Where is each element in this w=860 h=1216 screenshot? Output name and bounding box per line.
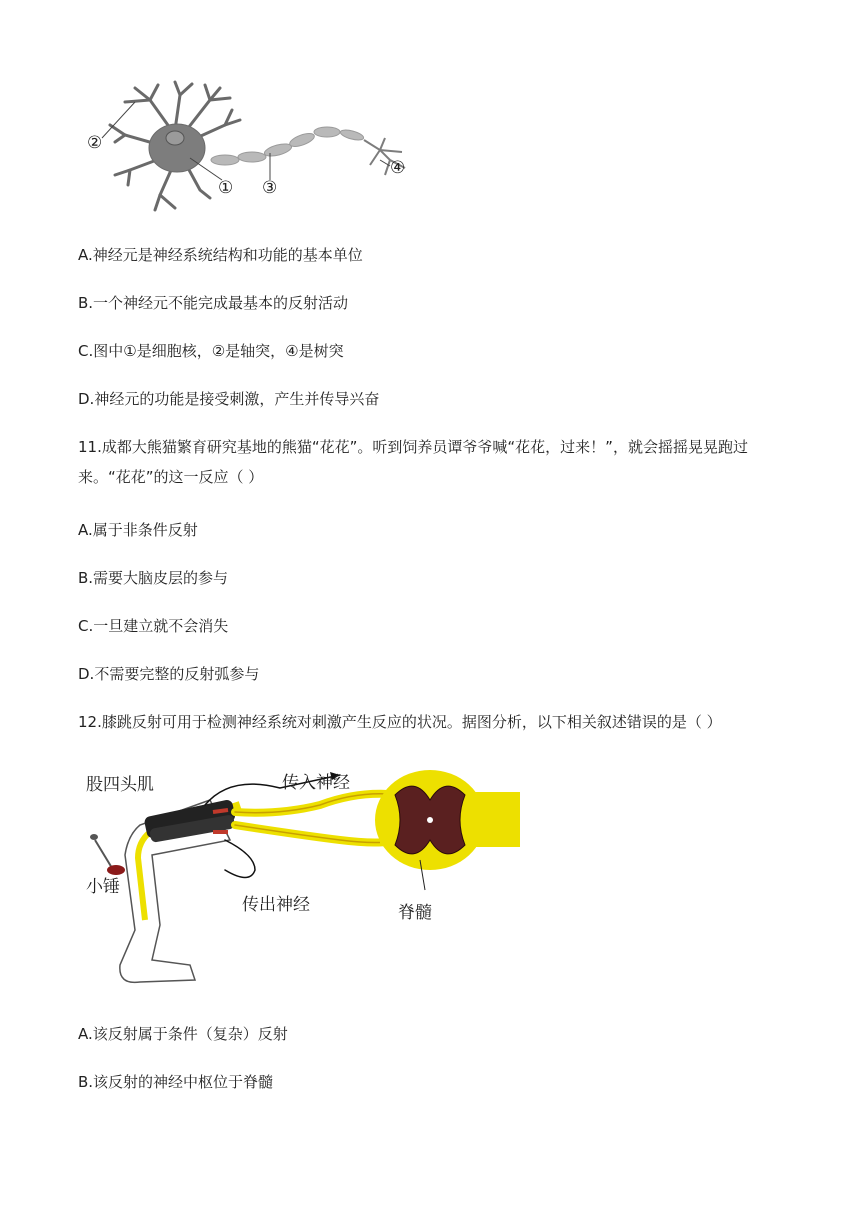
label-spinal	[398, 903, 432, 923]
q12-stem: 12.膝跳反射可用于检测神经系统对刺激产生反应的状况。据图分析，以下相关叙述错误的是（ ）	[78, 713, 722, 731]
neuron-figure	[80, 80, 420, 220]
label-muscle	[86, 775, 154, 795]
svg-text:③: ③	[262, 178, 278, 198]
spinal-cord	[375, 770, 520, 870]
svg-text:小锤: 小锤	[86, 877, 120, 897]
reflex-hammer	[90, 834, 125, 875]
label-efferent	[242, 895, 310, 915]
q11-option-b: B.需要大脑皮层的参与	[78, 569, 229, 587]
marker-4	[390, 158, 405, 178]
svg-text:传入神经: 传入神经	[282, 773, 350, 793]
q11-option-d: D.不需要完整的反射弧参与	[78, 665, 260, 683]
q11-option-c: C.一旦建立就不会消失	[78, 617, 229, 635]
q10-option-c: C.图中①是细胞核，②是轴突，④是树突	[78, 342, 344, 360]
axon	[211, 127, 365, 165]
svg-text:④: ④	[390, 158, 406, 178]
marker-1	[218, 178, 233, 198]
q11-stem: 11.成都大熊猫繁育研究基地的熊猫“花花”。听到饲养员谭爷爷喊“花花，过来！”，就会摇摇晃晃跑过来。“花花”的这一反应（ ）	[78, 438, 748, 486]
svg-text:②: ②	[87, 133, 103, 153]
leg-drawing	[120, 799, 240, 982]
marker-2	[87, 133, 102, 153]
nucleus	[166, 131, 184, 145]
q10-option-a: A.神经元是神经系统结构和功能的基本单位	[78, 246, 363, 264]
svg-text:传出神经: 传出神经	[242, 895, 310, 915]
q11-option-a: A.属于非条件反射	[78, 521, 198, 539]
q12-option-b: B.该反射的神经中枢位于脊髓	[78, 1073, 274, 1091]
q12-option-a: A.该反射属于条件（复杂）反射	[78, 1025, 288, 1043]
q10-option-b: B.一个神经元不能完成最基本的反射活动	[78, 294, 349, 312]
marker-3	[262, 178, 277, 198]
knee-reflex-figure	[80, 760, 520, 995]
svg-text:股四头肌: 股四头肌	[86, 775, 154, 795]
label-afferent	[282, 773, 350, 793]
svg-text:①: ①	[218, 178, 234, 198]
q10-option-d: D.神经元的功能是接受刺激，产生并传导兴奋	[78, 390, 380, 408]
label-hammer	[86, 877, 120, 897]
svg-text:脊髓: 脊髓	[398, 903, 432, 923]
